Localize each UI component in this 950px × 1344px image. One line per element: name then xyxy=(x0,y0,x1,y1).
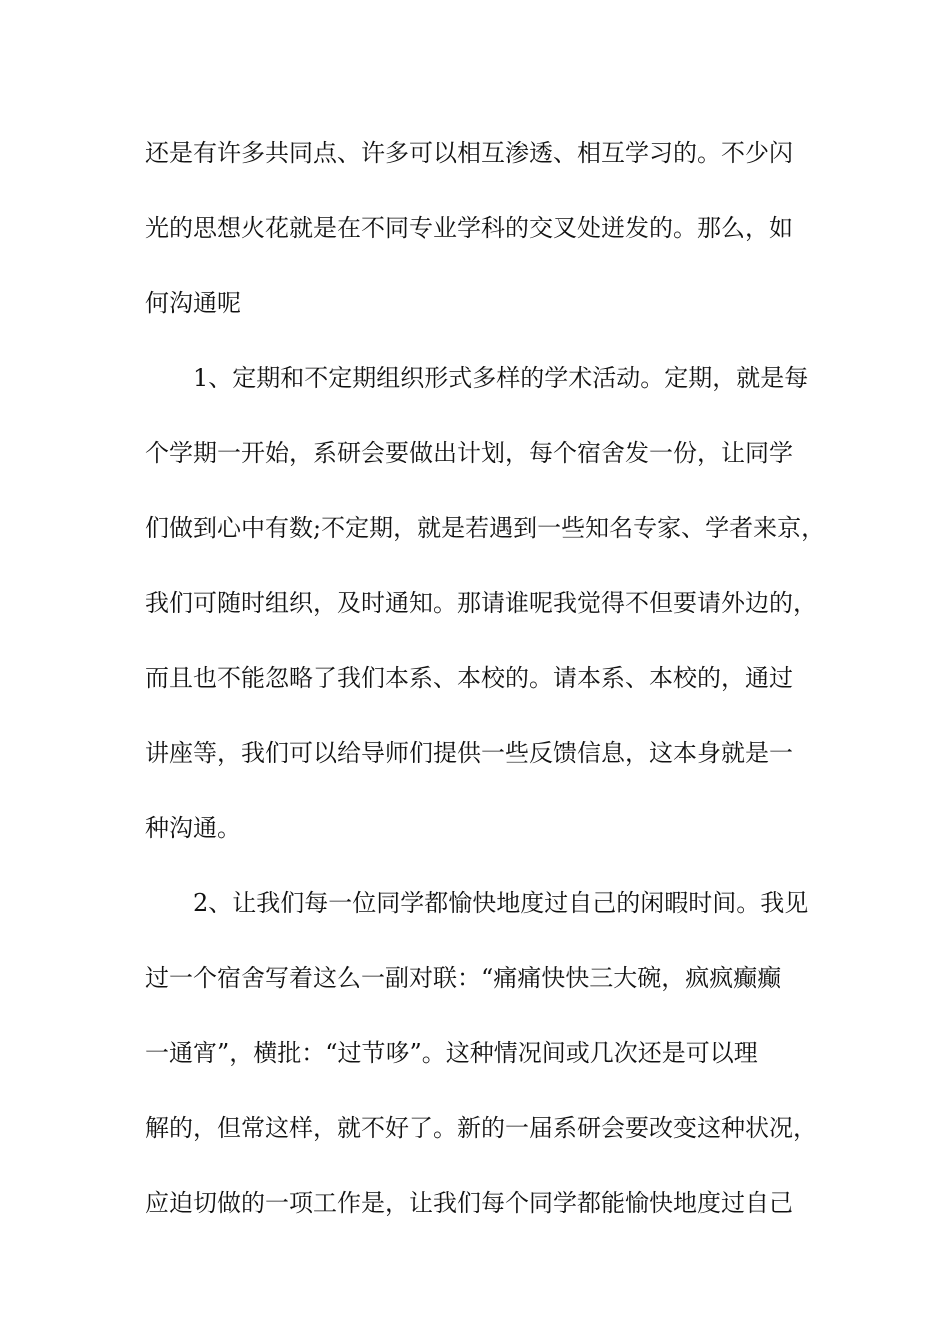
text-line: 我们可随时组织，及时通知。那请谁呢我觉得不但要请外边的， xyxy=(145,589,817,617)
text-line: 何沟通呢 xyxy=(145,289,241,317)
text-line: 过一个宿舍写着这么一副对联：“痛痛快快三大碗，疯疯癫癫 xyxy=(145,964,782,992)
text-line: 种沟通。 xyxy=(145,814,241,842)
text-line: 应迫切做的一项工作是，让我们每个同学都能愉快地度过自己 xyxy=(145,1189,793,1217)
text-line: 个学期一开始，系研会要做出计划，每个宿舍发一份，让同学 xyxy=(145,439,793,467)
body-text xyxy=(145,129,826,1254)
text-line: 还是有许多共同点、许多可以相互渗透、相互学习的。不少闪 xyxy=(145,139,793,167)
text-line: 而且也不能忽略了我们本系、本校的。请本系、本校的，通过 xyxy=(145,664,793,692)
text-line: 一通宵”，横批：“过节哆”。这种情况间或几次还是可以理 xyxy=(145,1039,758,1067)
text-line: 解的，但常这样，就不好了。新的一届系研会要改变这种状况， xyxy=(145,1114,817,1142)
text-line: 光的思想火花就是在不同专业学科的交叉处迸发的。那么，如 xyxy=(145,214,793,242)
text-line: 们做到心中有数;不定期，就是若遇到一些知名专家、学者来京， xyxy=(145,514,826,542)
paragraph-start-line: 1、定期和不定期组织形式多样的学术活动。定期，就是每 xyxy=(193,364,809,392)
text-line: 讲座等，我们可以给导师们提供一些反馈信息，这本身就是一 xyxy=(145,739,793,767)
paragraph-start-line: 2、让我们每一位同学都愉快地度过自己的闲暇时间。我见 xyxy=(193,889,809,917)
